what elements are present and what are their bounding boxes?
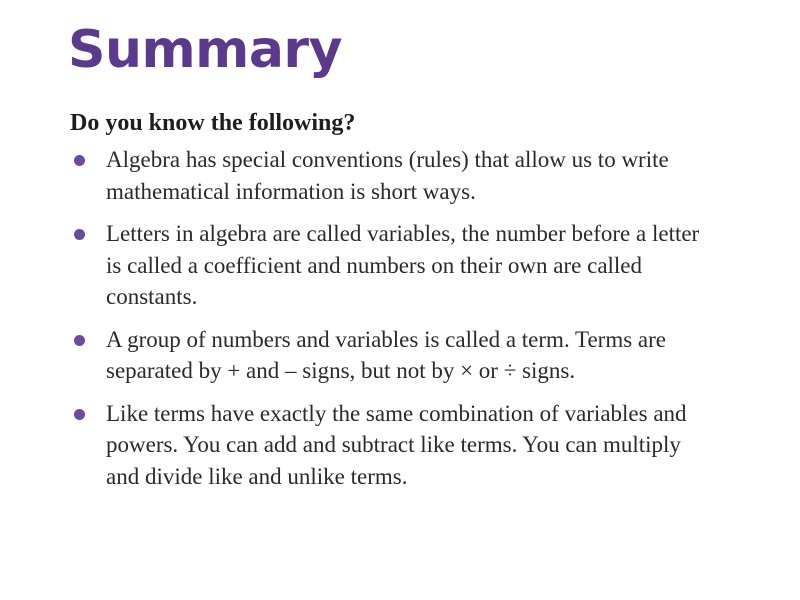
- list-item-text: Letters in algebra are called variables, the number before a letter is called a coefficient and numbers on their own are called constants.: [106, 221, 700, 309]
- list-item: [68, 218, 708, 313]
- bullet-icon: [74, 229, 85, 240]
- page-title: Summary: [68, 20, 342, 80]
- list-item: [68, 144, 708, 207]
- summary-list: [68, 144, 708, 492]
- list-item-text: A group of numbers and variables is called a term. Terms are separated by + and – signs, but not by × or ÷ signs.: [106, 326, 667, 383]
- list-item: [68, 398, 708, 493]
- bullet-icon: [74, 335, 85, 346]
- list-item: [68, 324, 708, 387]
- bullet-icon: [74, 155, 85, 166]
- list-item-text: Like terms have exactly the same combination of variables and powers. You can add and subtract like terms. You can multiply and divide like and unlike terms.: [106, 400, 687, 489]
- bullet-icon: [74, 409, 85, 420]
- section-heading: Do you know the following?: [70, 110, 356, 136]
- list-item-text: Algebra has special conventions (rules) that allow us to write mathematical information is short ways.: [106, 147, 669, 204]
